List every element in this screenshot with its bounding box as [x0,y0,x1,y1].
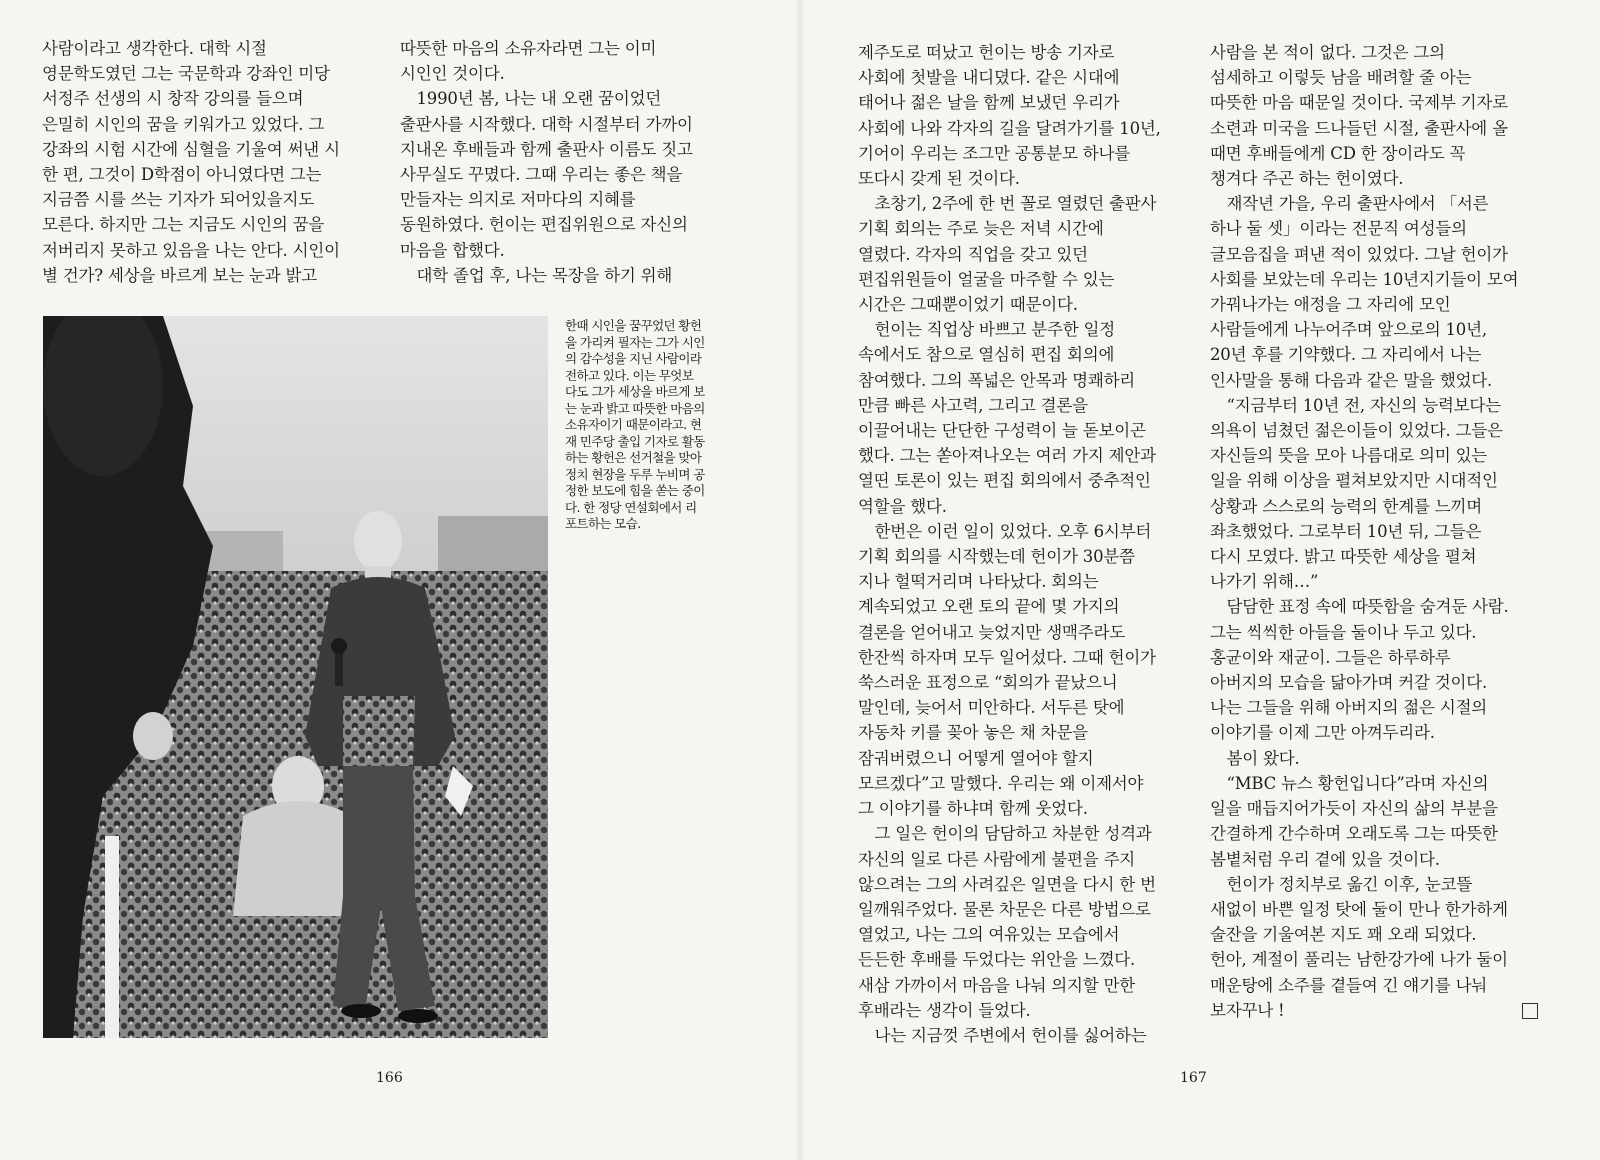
paragraph: 헌이가 정치부로 옮긴 이후, 눈코뜰 새없이 바쁜 일정 탓에 둘이 만나 한가하게 술잔을 기울여본 지도 꽤 오래 되었다. 헌아, 계절이 풀리는 남한강가에 나가 둘이 매운탕에 소주를 곁들여 긴 얘기를 나눠 보자꾸나 ! [1210,874,1508,1020]
paragraph: 나는 지금껏 주변에서 헌이를 싫어하는 [874,1025,1147,1045]
photo-caption: 한때 시인을 꿈꾸었던 황헌 을 가리켜 필자는 그가 시인 의 감수성을 지닌 사람이라 전하고 있다. 이는 무엇보 다도 그가 세상을 바르게 보 는 눈과 밝고 따뜻한 마음의 소유자이기 때문이라고. 현 재 민주당 출입 기자로 활동 하는 황헌은 선거철을 맞아 정치 현장을 두루 누비며 공 정한 보도에 힘을 쏟는 중이 다. 한 정당 연설회에서 리 포트하는 모습. [565,318,705,531]
paragraph: “MBC 뉴스 황헌입니다”라며 자신의 일을 매듭지어가듯이 자신의 삶의 부분을 간결하게 간수하며 오래도록 그는 따뜻한 봄볕처럼 우리 곁에 있을 것이다. [1210,773,1498,869]
paragraph: 담담한 표정 속에 따뜻함을 숨겨둔 사람. 그는 씩씩한 아들을 둘이나 두고 있다. 홍균이와 재균이. 그들은 하루하루 아버지의 모습을 닮아가며 커갈 것이다. 나는 그들을 위해 아버지의 젊은 시절의 이야기를 이제 그만 아껴두리라. [1210,597,1509,743]
paragraph: 1990년 봄, 나는 내 오랜 꿈이었던 출판사를 시작했다. 대학 시절부터 가까이 지내온 후배들과 함께 출판사 이름도 짓고 사무실도 꾸몄다. 그때 우리는 좋은 책을 만들자는 의지로 저마다의 지혜를 동원하였다. 헌이는 편집위원으로 자신의 마음을 합했다. [400,89,693,260]
page-number-left: 166 [376,1070,403,1086]
page-gutter [795,0,805,1160]
photo-reporter-at-rally [43,316,548,1038]
right-column-1 [858,40,1198,1048]
paragraph: 제주도로 떠났고 헌이는 방송 기자로 사회에 첫발을 내디뎠다. 같은 시대에 태어나 젊은 날을 함께 보냈던 우리가 사회에 나와 각자의 길을 달려가기를 10년, 기어이 우리는 조그만 공통분모 하나를 또다시 갖게 된 것이다. [858,43,1161,189]
page-number-right: 167 [1180,1070,1207,1086]
left-column-2 [400,36,740,288]
paragraph: 초창기, 2주에 한 번 꼴로 열렸던 출판사 기획 회의는 주로 늦은 저녁 시간에 열렸다. 각자의 직업을 갖고 있던 편집위원들이 얼굴을 마주할 수 있는 시간은 그때뿐이었기 때문이다. [858,194,1157,315]
paragraph: 그 일은 헌이의 담담하고 차분한 성격과 자신의 일로 다른 사람에게 불편을 주지 않으려는 그의 사려깊은 일면을 다시 한 번 일깨워주었다. 물론 차문은 다른 방법으로 열었고, 나는 그의 여유있는 모습에서 든든한 후배를 두었다는 위안을 느꼈다. 새삼 가까이서 마음을 나눠 의지할 만한 후배라는 생각이 들었다. [858,824,1156,1020]
paragraph: 대학 졸업 후, 나는 목장을 하기 위해 [416,265,673,285]
paragraph: 따뜻한 마음의 소유자라면 그는 이미 시인인 것이다. [400,39,657,84]
paragraph: 봄이 왔다. [1226,748,1300,768]
paragraph: 헌이는 직업상 바쁘고 분주한 일정 속에서도 참으로 열심히 편집 회의에 참여했다. 그의 폭넓은 안목과 명쾌하리 만큼 빠른 사고력, 그리고 결론을 이끌어내는 단단한 구성력이 늘 돋보이곤 했다. 그는 쏟아져나오는 여러 가지 제안과 열띤 토론이 있는 편집 회의에서 중추적인 역할을 했다. [858,320,1156,516]
paragraph: 사람을 본 적이 없다. 그것은 그의 섬세하고 이렇듯 남을 배려할 줄 아는 따뜻한 마음 때문일 것이다. 국제부 기자로 소련과 미국을 드나들던 시절, 출판사에 올 때면 후배들에게 CD 한 장이라도 꼭 챙겨다 주곤 하는 헌이였다. [1210,43,1508,189]
paragraph: 사람이라고 생각한다. 대학 시절 영문학도였던 그는 국문학과 강좌인 미당 서정주 선생의 시 창작 강의를 들으며 은밀히 시인의 꿈을 키워가고 있었다. 그 강좌의 시험 시간에 심혈을 기울여 써낸 시 한 편, 그것이 D학점이 아니였다면 그는 지금쯤 시를 쓰는 기자가 되어있을지도 모른다. 하지만 그는 지금도 시인의 꿈을 저버리지 못하고 있음을 나는 안다. 시인이 별 건가? 세상을 바르게 보는 눈과 밝고 [42,39,340,285]
paragraph: 재작년 가을, 우리 출판사에서 「서른 하나 둘 셋」이라는 전문직 여성들의 글모음집을 펴낸 적이 있었다. 그날 헌이가 사회를 보았는데 우리는 10년지기들이 모여 가꿔나가는 애정을 그 자리에 모인 사람들에게 나누어주며 앞으로의 10년, 20년 후를 기약했다. 그 자리에서 나는 인사말을 통해 다음과 같은 말을 했었다. [1210,194,1519,390]
left-column-1 [42,36,392,288]
end-mark-icon [1522,1003,1538,1019]
paragraph: 한번은 이런 일이 있었다. 오후 6시부터 기획 회의를 시작했는데 헌이가 30분쯤 지나 헐떡거리며 나타났다. 회의는 계속되었고 오랜 토의 끝에 몇 가지의 결론을 얻어내고 늦었지만 생맥주라도 한잔씩 하자며 모두 일어섰다. 그때 헌이가 쑥스러운 표정으로 “회의가 끝났으니 말인데, 늦어서 미안하다. 서두른 탓에 자동차 키를 꽂아 놓은 채 차문을 잠궈버렸으니 어떻게 열어야 할지 모르겠다”고 말했다. 우리는 왜 이제서야 그 이야기를 하냐며 함께 웃었다. [858,521,1156,819]
right-column-2 [1210,40,1560,1023]
photo-illustration [43,316,548,1038]
paragraph: “지금부터 10년 전, 자신의 능력보다는 의욕이 넘쳤던 젊은이들이 있었다. 그들은 자신들의 뜻을 모아 나름대로 의미 있는 일을 위해 이상을 펼쳐보았지만 시대적인 상황과 스스로의 능력의 한계를 느끼며 좌초했었다. 그로부터 10년 뒤, 그들은 다시 모였다. 밝고 따뜻한 세상을 펼쳐 나가기 위해…” [1210,395,1503,592]
